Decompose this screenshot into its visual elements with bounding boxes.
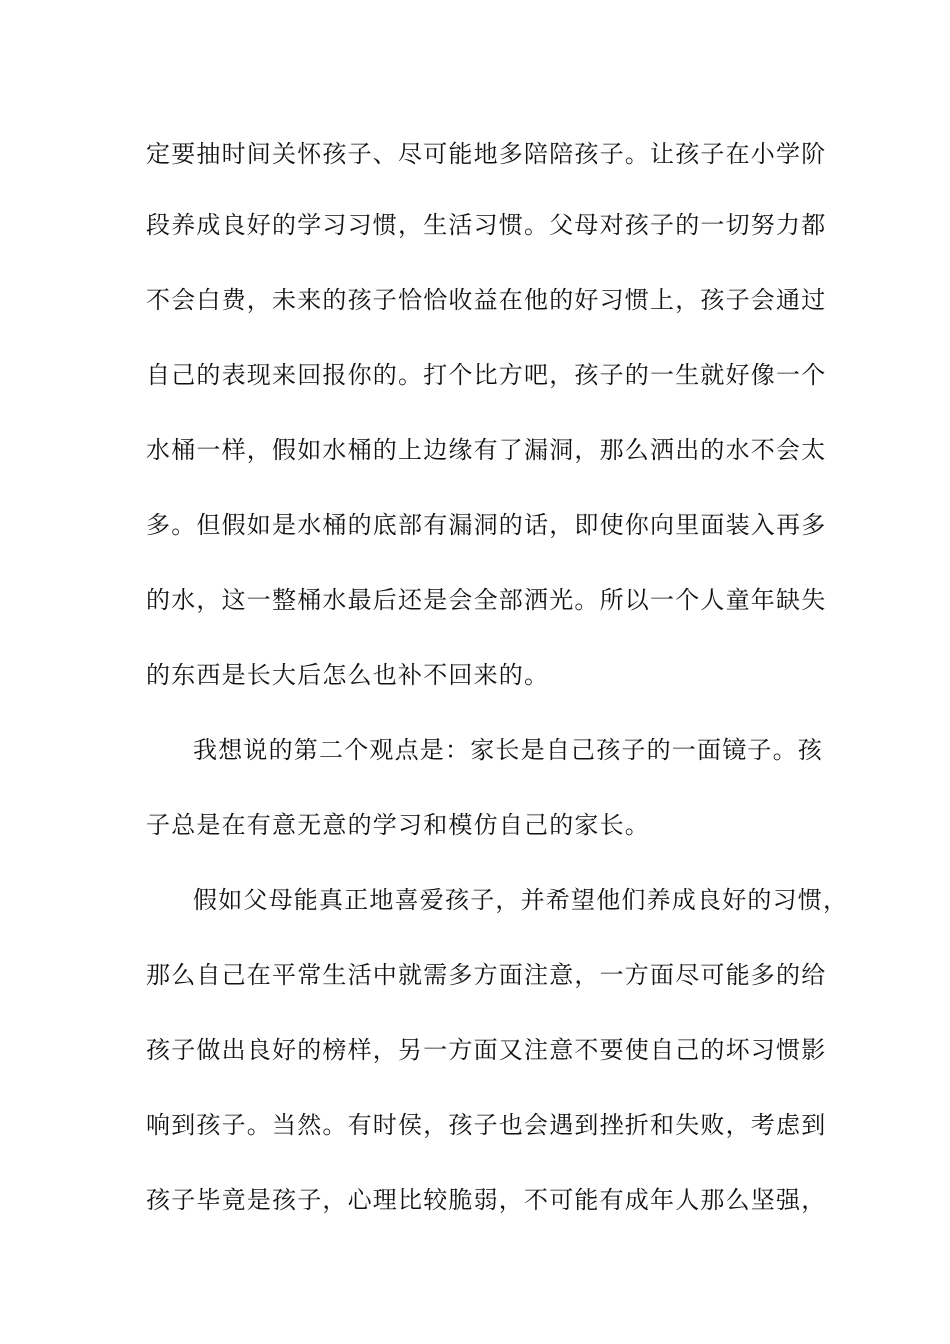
text-line: 的东西是长大后怎么也补不回来的。 (146, 661, 550, 689)
text-line: 孩子做出良好的榜样，另一方面又注意不要使自己的坏习惯影 (146, 1036, 827, 1064)
text-line: 不会白费，未来的孩子恰恰收益在他的好习惯上，孩子会通过 (146, 286, 827, 314)
text-line: 响到孩子。当然。有时侯，孩子也会遇到挫折和失败，考虑到 (146, 1111, 827, 1139)
text-line: 自己的表现来回报你的。打个比方吧，孩子的一生就好像一个 (146, 361, 827, 389)
text-line: 的水，这一整桶水最后还是会全部洒光。所以一个人童年缺失 (146, 586, 827, 614)
text-line: 子总是在有意无意的学习和模仿自己的家长。 (146, 811, 650, 839)
text-line: 孩子毕竟是孩子，心理比较脆弱，不可能有成年人那么坚强， (146, 1186, 827, 1214)
text-line: 水桶一样，假如水桶的上边缘有了漏洞，那么洒出的水不会太 (146, 436, 827, 464)
text-line: 那么自己在平常生活中就需多方面注意，一方面尽可能多的给 (146, 961, 827, 989)
text-line: 定要抽时间关怀孩子、尽可能地多陪陪孩子。让孩子在小学阶 (146, 140, 827, 168)
text-line: 多。但假如是水桶的底部有漏洞的话，即使你向里面装入再多 (146, 511, 827, 539)
paragraph-start-line: 假如父母能真正地喜爱孩子，并希望他们养成良好的习惯， (193, 886, 849, 914)
text-line: 段养成良好的学习习惯，生活习惯。父母对孩子的一切努力都 (146, 211, 827, 239)
paragraph-start-line: 我想说的第二个观点是：家长是自己孩子的一面镜子。孩 (193, 736, 823, 764)
